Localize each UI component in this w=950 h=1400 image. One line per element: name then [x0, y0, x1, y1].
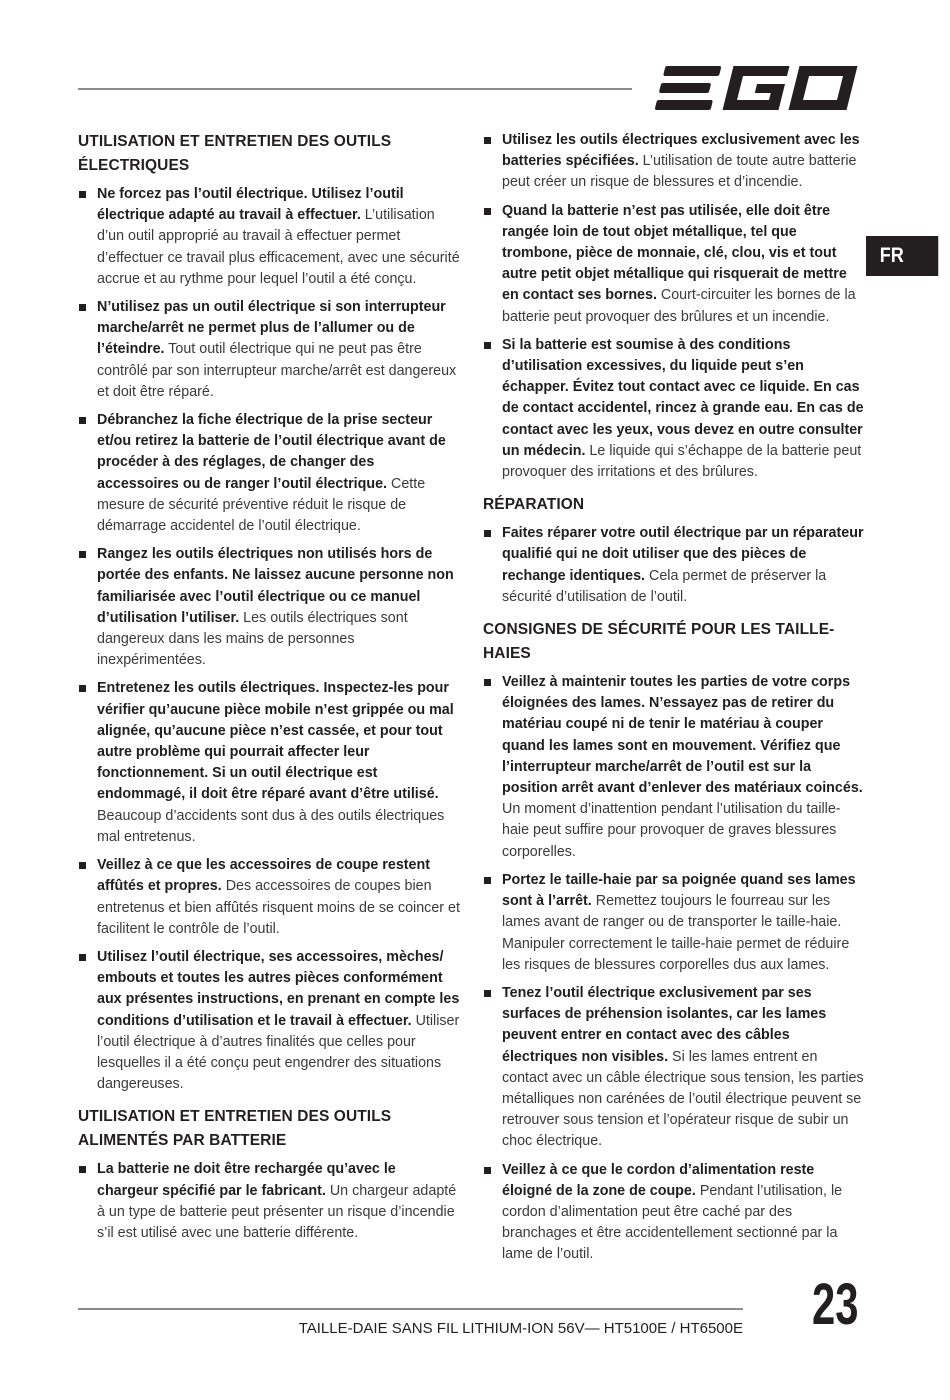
footer-rule — [78, 1308, 743, 1310]
list-item: Débranchez la fiche électrique de la prise secteur et/ou retirez la batterie de l’outil électrique avant de procéder à des réglages, de changer des accessoires ou de ranger l’outil électrique. Cette mesure de sécurité préventive réduit le risque de démarrage accidentel de l’outil électrique. — [78, 410, 460, 537]
bullet-icon — [484, 342, 491, 349]
list-item: Utilisez l’outil électrique, ses accessoires, mèches/ embouts et toutes les autres pièces conformément aux présentes instructions, en prenant en compte les conditions d’utilisation et le travail à effectuer. Utiliser l’outil électrique à d’autres finalités que celles pour lesquelles il a été conçu peut engendrer des situations dangereuses. — [78, 947, 460, 1095]
language-tab: FR — [866, 236, 938, 276]
bullet-icon — [79, 304, 86, 311]
battery-continued-list — [483, 130, 865, 483]
section-heading-repair: RÉPARATION — [483, 496, 585, 514]
battery-tools-list — [78, 1159, 460, 1244]
bullet-icon — [484, 137, 491, 144]
bullet-icon — [484, 990, 491, 997]
page-number: 23 — [812, 1272, 859, 1337]
footer-product-title: TAILLE-DAIE SANS FIL LITHIUM-ION 56V— HT5100E / HT6500E — [298, 1320, 743, 1337]
bullet-icon — [484, 877, 491, 884]
power-tools-list — [78, 184, 460, 1095]
repair-list — [483, 523, 865, 608]
bullet-icon — [79, 551, 86, 558]
bullet-icon — [484, 679, 491, 686]
section-heading-power-tools: UTILISATION ET ENTRETIEN DES OUTILS ÉLECTRIQUES — [78, 133, 392, 174]
list-item: Veillez à ce que le cordon d’alimentation reste éloigné de la zone de coupe. Pendant l’utilisation, le cordon d’alimentation peut être caché par des branchages et être accidentellement sectionné par la lame de l’outil. — [483, 1160, 865, 1266]
list-item: Faites réparer votre outil électrique par un réparateur qualifié qui ne doit utiliser que des pièces de rechange identiques. Cela permet de préserver la sécurité d’utilisation de l’outil. — [483, 523, 865, 608]
bullet-icon — [484, 530, 491, 537]
header-rule — [78, 88, 632, 90]
bullet-icon — [79, 685, 86, 692]
bullet-icon — [79, 191, 86, 198]
ego-logo — [650, 64, 862, 112]
list-item: Veillez à ce que les accessoires de coupe restent affûtés et propres. Des accessoires de coupes bien entretenus et bien affûtés risquent moins de se coincer et facilitent le contrôle de l’outil. — [78, 855, 460, 940]
list-item: N’utilisez pas un outil électrique si son interrupteur marche/arrêt ne permet plus de l’allumer ou de l’éteindre. Tout outil électrique qui ne peut pas être contrôlé par son interrupteur marche/arrêt est dangereux et doit être réparé. — [78, 297, 460, 403]
list-item: Quand la batterie n’est pas utilisée, elle doit être rangée loin de tout objet métallique, tel que trombone, pièce de monnaie, clé, clou, vis et tout autre petit objet métallique qui risquerait de mettre en contact ses bornes. Court-circuiter les bornes de la batterie peut provoquer des brûlures et un incendie. — [483, 201, 865, 328]
list-item: Rangez les outils électriques non utilisés hors de portée des enfants. Ne laissez aucune personne non familiarisée avec l’outil électrique ou ce manuel d’utilisation l’utiliser. Les outils électriques sont dangereux dans les mains de personnes inexpérimentées. — [78, 544, 460, 671]
section-heading-battery-tools: UTILISATION ET ENTRETIEN DES OUTILS ALIMENTÉS PAR BATTERIE — [78, 1108, 392, 1150]
list-item: La batterie ne doit être rechargée qu’avec le chargeur spécifié par le fabricant. Un chargeur adapté à un type de batterie peut présenter un risque d’incendie s’il est utilisé avec une batterie différente. — [78, 1159, 460, 1244]
list-item: Ne forcez pas l’outil électrique. Utilisez l’outil électrique adapté au travail à effectuer. L’utilisation d’un outil approprié au travail à effectuer permet d’effectuer ce travail plus efficacement, avec une sécurité accrue et au rythme pour lequel l’outil a été conçu. — [78, 184, 460, 290]
hedge-trimmer-list — [483, 672, 865, 1265]
section-heading-hedge-trimmer: CONSIGNES DE SÉCURITÉ POUR LES TAILLE-HAIES — [483, 621, 835, 663]
list-item: Si la batterie est soumise à des conditions d’utilisation excessives, du liquide peut s’en échapper. Évitez tout contact avec ce liquide. En cas de contact accidentel, rincez à grande eau. En cas de contact avec les yeux, vous devez en outre consulter un médecin. Le liquide qui s’échappe de la batterie peut provoquer des irritations et des brûlures. — [483, 335, 865, 483]
bullet-icon — [79, 954, 86, 961]
right-column — [483, 130, 865, 1273]
bullet-icon — [79, 1166, 86, 1173]
list-item: Tenez l’outil électrique exclusivement par ses surfaces de préhension isolantes, car les lames peuvent entrer en contact avec des câbles électriques non visibles. Si les lames entrent en contact avec un câble électrique sous tension, les parties métalliques non carénées de l’outil électrique peuvent se retrouver sous tension et l’opérateur risque de subir un choc électrique. — [483, 983, 865, 1153]
bullet-icon — [484, 208, 491, 215]
bullet-icon — [79, 862, 86, 869]
list-item: Veillez à maintenir toutes les parties de votre corps éloignées des lames. N’essayez pas de retirer du matériau coupé ni de tenir le matériau à couper quand les lames sont en mouvement. Vérifiez que l’interrupteur marche/arrêt de l’outil est sur la position arrêt avant d’enlever des matériaux coincés. Un moment d’inattention pendant l’utilisation du taille-haie peut suffire pour provoquer de graves blessures corporelles. — [483, 672, 865, 863]
bullet-icon — [79, 417, 86, 424]
bullet-icon — [484, 1167, 491, 1174]
list-item: Entretenez les outils électriques. Inspectez-les pour vérifier qu’aucune pièce mobile n’est grippée ou mal alignée, qu’aucune pièce n’est cassée, et pour tout autre problème qui pourrait affecter leur fonctionnement. Si un outil électrique est endommagé, il doit être réparé avant d’être utilisé. Beaucoup d’accidents sont dus à des outils électriques mal entretenus. — [78, 678, 460, 848]
list-item: Portez le taille-haie par sa poignée quand ses lames sont à l’arrêt. Remettez toujours le fourreau sur les lames avant de ranger ou de transporter le taille-haie. Manipuler correctement le taille-haie permet de réduire les risques de blessures corporelles dus aux lames. — [483, 870, 865, 976]
left-column — [78, 130, 460, 1251]
list-item: Utilisez les outils électriques exclusivement avec les batteries spécifiées. L’utilisation de toute autre batterie peut créer un risque de blessures et d’incendie. — [483, 130, 865, 194]
